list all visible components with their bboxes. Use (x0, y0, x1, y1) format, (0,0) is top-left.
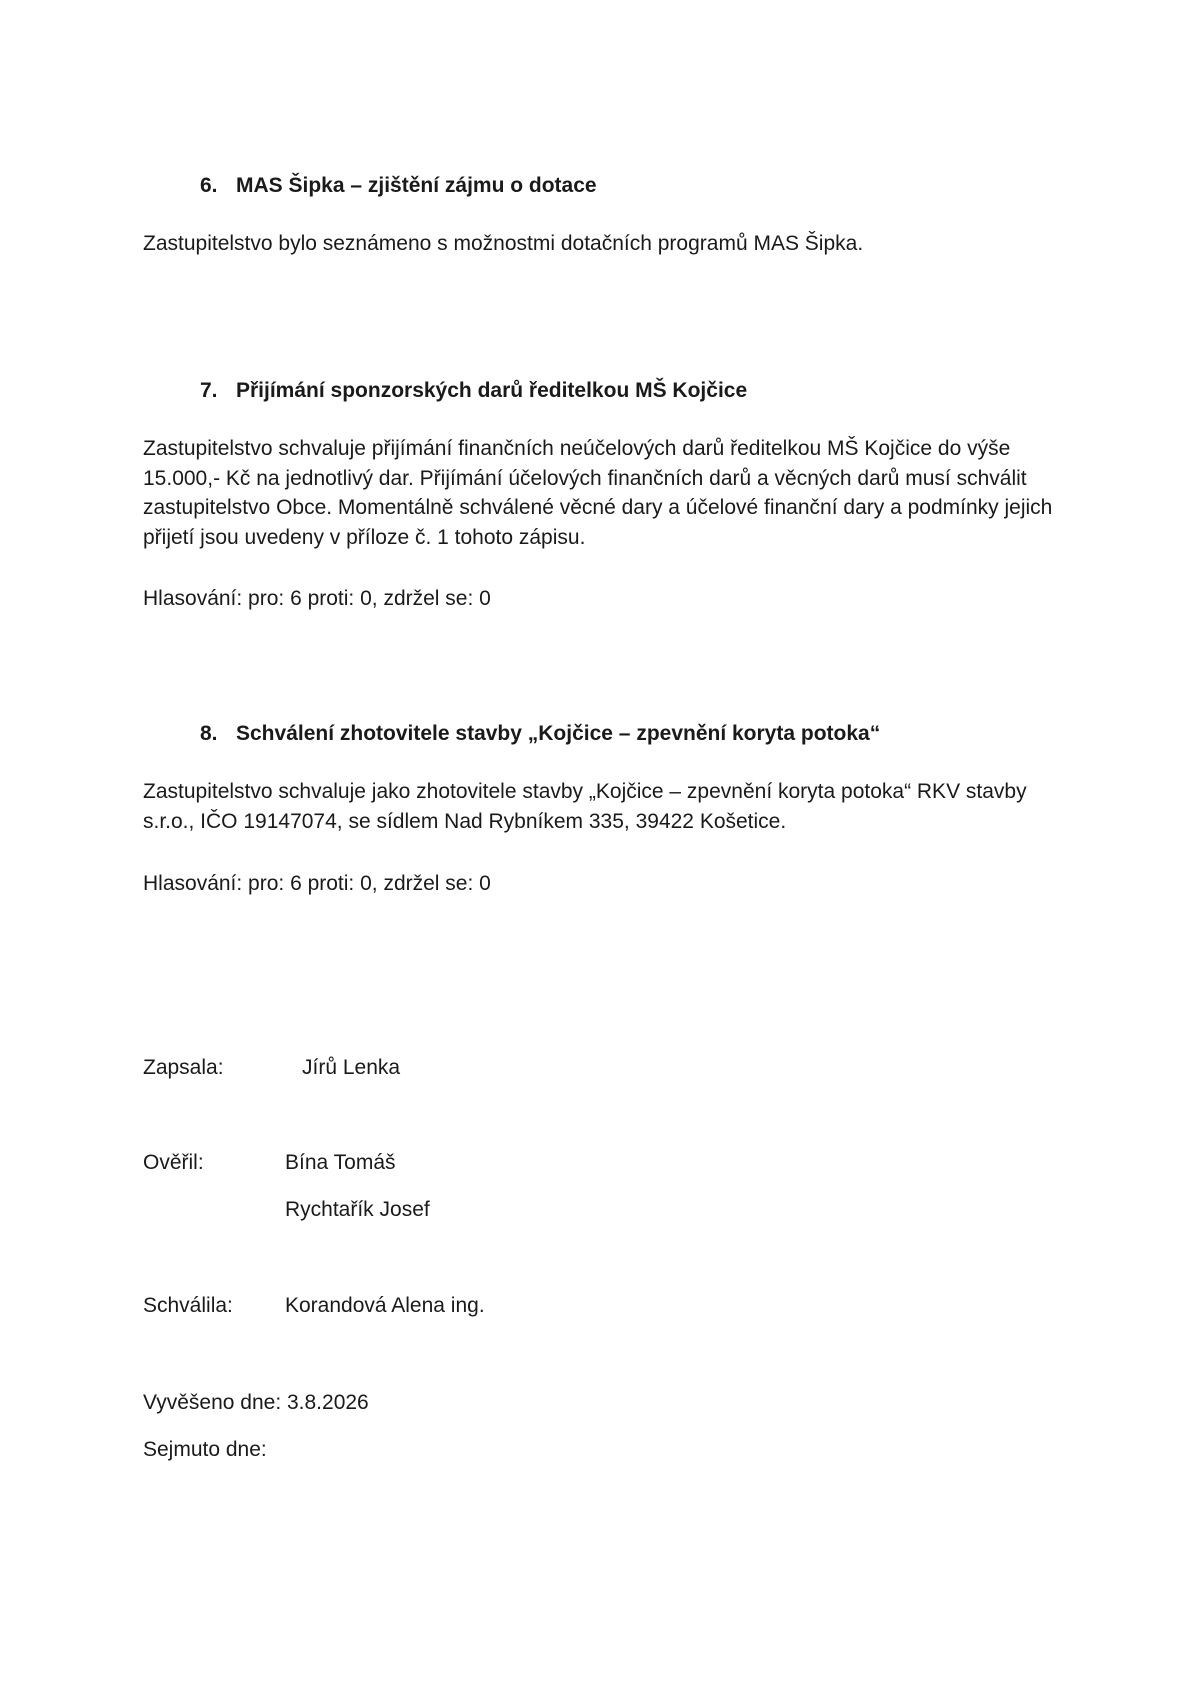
section-7-vote (143, 584, 1103, 614)
removed-date: Sejmuto dne: (143, 1438, 267, 1461)
section-8-text (143, 777, 1103, 836)
section-title: MAS Šipka – zjištění zájmu o dotace (236, 174, 597, 197)
paragraph-line: Zastupitelstvo bylo seznámeno s možnostmi dotačních programů MAS Šipka. (143, 232, 864, 255)
section-6-heading (200, 172, 597, 200)
paragraph-line: přijetí jsou uvedeny v příloze č. 1 tohoto zápisu. (143, 525, 586, 549)
paragraph-line: Zastupitelstvo schvaluje jako zhotovitele stavby „Kojčice – zpevnění koryta potoka“ RKV stavby (143, 780, 1027, 803)
paragraph-line: zastupitelstvo Obce. Momentálně schválené věcné dary a účelové finanční dary a podmínky jejich (143, 496, 1053, 519)
section-6-text (143, 229, 1103, 259)
section-8-vote (143, 869, 1103, 899)
verified-by-name-2: Rychtařík Josef (285, 1198, 430, 1221)
section-7-text (143, 434, 1103, 552)
verified-by-name-1: Bína Tomáš (285, 1151, 396, 1174)
section-8-heading (200, 720, 880, 748)
verified-by-label: Ověřil: (143, 1151, 204, 1174)
recorded-by-label: Zapsala: (143, 1056, 224, 1079)
recorded-by-name: Jírů Lenka (302, 1056, 401, 1079)
vote-line: Hlasování: pro: 6 proti: 0, zdržel se: 0 (143, 872, 491, 895)
approved-by-label: Schválila: (143, 1294, 233, 1317)
paragraph-line: 15.000,- Kč na jednotlivý dar. Přijímání účelových finančních darů a věcných darů musí schválit (143, 466, 1027, 490)
section-title: Přijímání sponzorských darů ředitelkou MŠ Kojčice (236, 379, 748, 402)
section-number: 7. (200, 379, 218, 402)
section-number: 6. (200, 174, 218, 197)
section-7-heading (200, 377, 747, 405)
vote-line: Hlasování: pro: 6 proti: 0, zdržel se: 0 (143, 587, 491, 610)
posted-date: Vyvěšeno dne: 3.8.2026 (143, 1391, 369, 1414)
section-title: Schválení zhotovitele stavby „Kojčice – zpevnění koryta potoka“ (236, 722, 881, 745)
paragraph-line: Zastupitelstvo schvaluje přijímání finančních neúčelových darů ředitelkou MŠ Kojčice do výše (143, 437, 1011, 460)
approved-by-name: Korandová Alena ing. (285, 1294, 485, 1317)
section-number: 8. (200, 722, 218, 745)
paragraph-line: s.r.o., IČO 19147074, se sídlem Nad Rybníkem 335, 39422 Košetice. (143, 809, 787, 833)
